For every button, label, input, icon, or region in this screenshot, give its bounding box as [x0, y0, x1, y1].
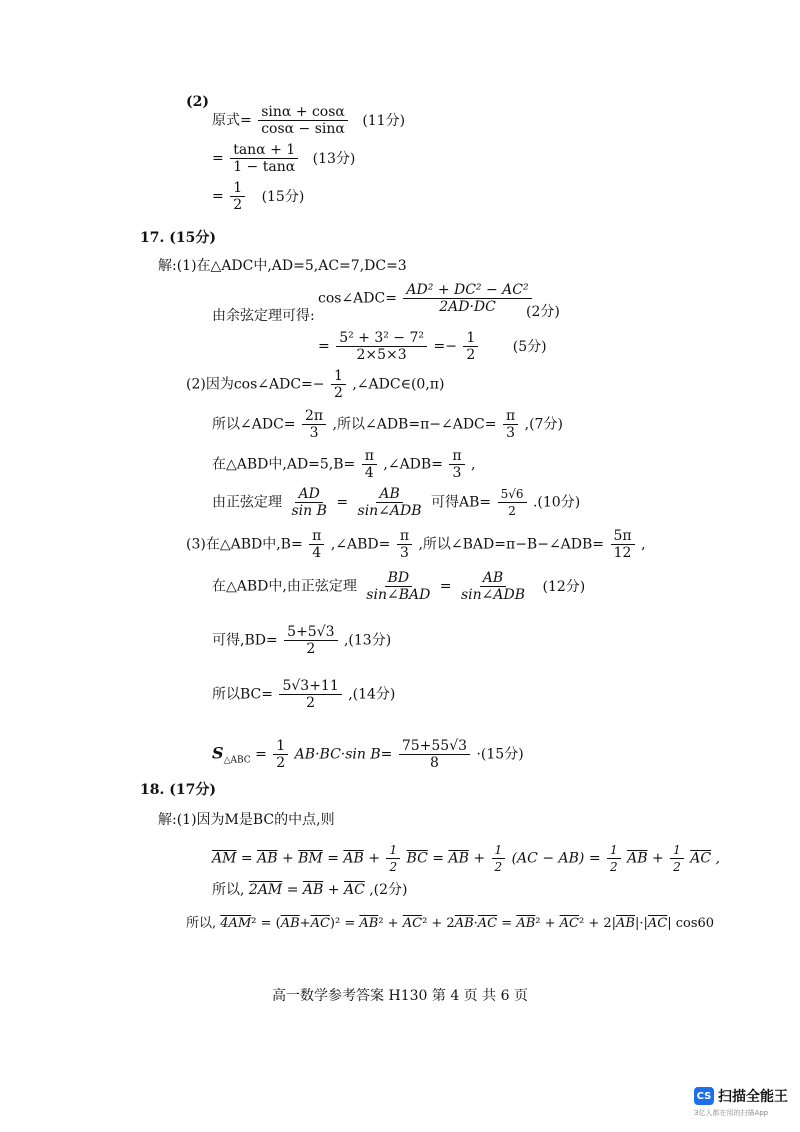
q17-p2-d-den3: 2 [508, 504, 516, 518]
q17-p3-c-den: 2 [306, 641, 316, 657]
q18-t-g: )² = [329, 916, 356, 931]
q17-score-10: .(10分) [532, 494, 581, 511]
q17-p3-e-den1: 2 [276, 755, 286, 771]
q18-v-half-4 [670, 842, 684, 875]
q17-cos-value: = $\frac{\text{5² + 3² − 7²}}{2\times 5\times 3}$ =− $\frac{1}{2}$ (5分) [318, 330, 547, 363]
q17-p3-e-num2: 75+55√3 [399, 738, 470, 755]
q18-t-b: 4AM [220, 916, 252, 931]
q17-p2-d3: 可得AB= [431, 494, 492, 511]
q17-half-frac [463, 330, 478, 363]
q18-t-a: 所以, [186, 916, 217, 931]
q18-vector-line [212, 842, 720, 875]
q17-p2-d-num3: 5√6 [498, 486, 527, 503]
q18-v-b: = [240, 850, 253, 867]
q17-p2-c2: ,∠ADB= [383, 456, 443, 473]
q17-p3-d-den: 2 [306, 695, 316, 711]
q18-v-i: $\overline{BC}$ [406, 850, 428, 867]
q17-p3-e2: = [255, 746, 267, 763]
q17-cos-num: AD² + DC² − AC² [403, 282, 531, 299]
prev-line-1-den: cosα − sinα [261, 121, 345, 137]
q17-p3-b2: = [439, 578, 452, 595]
q18-s-e: + [327, 882, 340, 898]
q17-p2-a-num: 1 [331, 368, 346, 385]
q17-p2-b-den1: 3 [309, 425, 319, 441]
q17-p3-e3: AB·BC·sin B= [294, 746, 393, 763]
q17-area-s: S [212, 743, 224, 763]
q18-v-d: + [281, 850, 294, 867]
q18-t-v: $\overline{AC}$ [647, 916, 668, 931]
q18-v-half4-den: 2 [673, 860, 681, 874]
scanner-watermark [694, 1086, 788, 1106]
q17-p3-c1: 可得,BD= [212, 632, 278, 649]
q17-cos-formula [318, 282, 534, 315]
q17-p2-b1: 所以∠ADC= [212, 416, 296, 433]
q17-part3-line-e [212, 738, 524, 771]
q17-score-13: ,(13分) [343, 632, 392, 649]
q18-t-o: = [501, 916, 513, 931]
q18-t-k: ² + 2 [422, 916, 455, 931]
q18-t-s: ² + 2| [579, 916, 617, 931]
q17-p2-c-num2: π [449, 448, 464, 465]
q17-p2-a-text: (2)因为cos∠ADC=− [186, 376, 325, 393]
q18-sum-line [212, 880, 408, 900]
q18-t-c: ² = ( [251, 916, 281, 931]
q18-s-c: = [286, 882, 299, 898]
q17-p3-a-num1: π [309, 528, 324, 545]
prev-line-1-prefix: 原式= [212, 112, 252, 129]
prev-line-1-num: sinα + cosα [258, 104, 348, 121]
q17-part2-line-d [212, 486, 580, 519]
q17-p2-c-num1: π [362, 448, 377, 465]
q17-p2-d-frac2 [355, 486, 425, 519]
q18-heading: 18. (17分) [140, 782, 216, 798]
q17-p3-a3: ,所以∠BAD=π−B−∠ADB= [418, 536, 605, 553]
q17-p2-a-frac [331, 368, 346, 401]
prev-line-2-den: 1 − tanα [233, 159, 296, 175]
q17-p3-e-frac1 [273, 738, 288, 771]
q17-p2-b-den2: 3 [506, 425, 516, 441]
q17-p3-b1: 在△ABD中,由正弦定理 [212, 578, 357, 595]
page-footer: 高一数学参考答案 H130 第 4 页 共 6 页 [272, 988, 528, 1004]
q17-cosine-rule-label: 由余弦定理可得: [212, 308, 315, 324]
q17-p3-d-frac [279, 678, 341, 711]
q17-p2-b-num1: 2π [302, 408, 326, 425]
q17-area-sub: △ABC [223, 755, 251, 766]
q17-score-7: ,(7分) [524, 416, 563, 433]
q17-p3-b-num1: BD [385, 570, 413, 587]
watermark-name: 扫描全能王 [718, 1089, 788, 1105]
q18-v-q: $\overline{AC}$ [690, 850, 712, 867]
q17-p2-a-den: 2 [333, 385, 343, 401]
q18-s-d: $\overline{AB}$ [302, 882, 324, 898]
prev-part-label: (2) [186, 94, 209, 110]
q18-v-l: + [473, 850, 486, 867]
q17-p2-d-frac3 [498, 486, 527, 519]
q17-p3-b-frac2 [458, 570, 528, 603]
q18-t-j: $\overline{AC}$ [402, 916, 423, 931]
q18-v-half-2 [492, 842, 506, 875]
q17-p2-c-den2: 3 [452, 465, 462, 481]
q17-p2-b-frac1 [302, 408, 326, 441]
q18-t-t: $\overline{AB}$ [616, 916, 635, 931]
prev-line-2: = $\frac{\tan\alpha + 1}{1 - \tan\alpha}$ (13分) [212, 142, 356, 175]
q18-s-b: 2AM [248, 882, 283, 898]
q17-p2-a-tail: ,∠ADC∈(0,π) [352, 376, 445, 393]
q17-part2-line-c [212, 448, 476, 481]
q17-cos-value-num: 5² + 3² − 7² [336, 330, 427, 347]
q18-t-e: + [299, 916, 311, 931]
q18-v-m: (AC − AB) [511, 850, 585, 867]
q17-p3-c-num: 5+5√3 [284, 624, 337, 641]
q17-p3-b-den1: sin∠BAD [366, 587, 431, 603]
q18-t-m: · [473, 916, 478, 931]
q18-v-half-den: 2 [389, 860, 398, 874]
q18-t-f: $\overline{AC}$ [310, 916, 330, 931]
q18-t-p: $\overline{AB}$ [516, 916, 536, 931]
q18-v-p: + [651, 850, 664, 867]
q18-v-half-3 [607, 842, 621, 875]
q17-p3-a2: ,∠ABD= [330, 536, 391, 553]
q18-t-q: ² + [535, 916, 556, 931]
prev-line-1-frac [258, 104, 348, 137]
q17-p3-c-frac [284, 624, 337, 657]
q17-part1-given: 解:(1)在△ADC中,AD=5,AC=7,DC=3 [158, 258, 407, 274]
q17-p3-a-frac1 [309, 528, 324, 561]
q18-score-2: ,(2分) [369, 882, 408, 898]
q17-p3-a4: , [641, 536, 646, 553]
q18-v-half4-num: 1 [670, 842, 684, 859]
prev-line-3-score: (15分) [261, 188, 305, 205]
q17-part3-line-b [212, 570, 585, 603]
q17-part3-line-c [212, 624, 391, 657]
q18-t-h: $\overline{AB}$ [359, 916, 379, 931]
q18-v-half-num: 1 [386, 842, 400, 859]
q17-part3-line-d [212, 678, 395, 711]
q17-score-2: (2分) [526, 304, 560, 320]
q18-v-j: = [432, 850, 444, 867]
prev-line-3-frac [230, 180, 245, 213]
q17-p2-c-frac2 [449, 448, 464, 481]
q17-p2-c3: , [471, 456, 476, 473]
q17-p3-a-num2: π [397, 528, 412, 545]
q18-v-r: , [715, 850, 720, 867]
q18-v-e: $\overline{BM}$ [298, 850, 323, 867]
q18-t-n: $\overline{AC}$ [477, 916, 498, 931]
q18-v-f: = [327, 850, 339, 867]
cs-logo-icon: CS [694, 1087, 714, 1105]
q18-v-half2-num: 1 [492, 842, 506, 859]
q17-part3-line-a [186, 528, 646, 561]
q17-p3-e-frac2 [399, 738, 470, 771]
q17-cos-value-frac [336, 330, 427, 363]
q17-p2-d1: 由正弦定理 [212, 494, 282, 511]
q17-p2-c-den1: 4 [364, 465, 374, 481]
q18-t-w: | cos60 [667, 916, 715, 931]
q18-t-d: $\overline{AB}$ [280, 916, 300, 931]
q18-t-l: $\overline{AB}$ [454, 916, 474, 931]
q17-p3-b-num2: AB [480, 570, 506, 587]
q17-half-den: 2 [466, 347, 476, 363]
q17-p2-d-den2: sin∠ADB [357, 503, 422, 519]
prev-line-3-den: 2 [233, 197, 243, 213]
prev-line-2-frac [230, 142, 298, 175]
q18-square-line [186, 914, 714, 934]
q17-p2-d-num1: AD [295, 486, 322, 503]
q17-score-15: ·(15分) [476, 746, 524, 763]
q18-v-half2-den: 2 [494, 860, 503, 874]
q18-v-a: $\overline{AM}$ [212, 850, 237, 867]
q17-p3-a1: (3)在△ABD中,B= [186, 536, 303, 553]
q17-p2-c1: 在△ABD中,AD=5,B= [212, 456, 356, 473]
q17-cos-den: 2AD·DC [439, 299, 496, 315]
q17-p2-c-frac1 [362, 448, 377, 481]
q18-s-a: 所以, [212, 882, 245, 898]
q17-half-num: 1 [463, 330, 478, 347]
q17-p2-d2: = [336, 494, 349, 511]
prev-line-1 [212, 104, 405, 137]
q17-part2-line-b [212, 408, 563, 441]
q18-v-h: + [368, 850, 380, 867]
q18-t-r: $\overline{AC}$ [559, 916, 580, 931]
q17-cos-value-eq: =− [433, 338, 457, 355]
prev-line-2-num: tanα + 1 [230, 142, 298, 159]
prev-line-1-score: (11分) [362, 112, 406, 129]
q18-v-half3-num: 1 [607, 842, 621, 859]
q18-v-half3-den: 2 [610, 860, 618, 874]
q17-p3-a-den1: 4 [312, 545, 322, 561]
q17-p3-d-num: 5√3+11 [279, 678, 341, 695]
q17-p3-a-frac3 [611, 528, 635, 561]
q17-p3-a-den2: 3 [399, 545, 409, 561]
q18-v-n: = [588, 850, 601, 867]
q17-p2-b-frac2 [503, 408, 518, 441]
q18-part1-intro: 解:(1)因为M是BC的中点,则 [158, 812, 335, 828]
q18-v-half [386, 842, 400, 875]
q17-p2-b-num2: π [503, 408, 518, 425]
q18-v-c: $\overline{AB}$ [257, 850, 278, 867]
q17-p3-a-den3: 12 [613, 545, 632, 561]
q17-p3-a-num3: 5π [611, 528, 635, 545]
q17-p3-a-frac2 [397, 528, 412, 561]
prev-line-3: = $\frac{1}{2}$ (15分) [212, 180, 305, 213]
q17-cos-frac [403, 282, 531, 315]
q17-p3-b-den2: sin∠ADB [460, 587, 526, 603]
q17-p3-d1: 所以BC= [212, 686, 273, 703]
q17-score-5: (5分) [512, 338, 547, 355]
q18-t-u: |·| [635, 916, 648, 931]
q17-score-14: ,(14分) [348, 686, 396, 703]
q17-p3-e-den2: 8 [429, 755, 439, 771]
q17-p2-d-num2: AB [376, 486, 402, 503]
q17-heading: 17. (15分) [140, 230, 216, 246]
q18-v-k: $\overline{AB}$ [448, 850, 469, 867]
q18-v-o: $\overline{AB}$ [627, 850, 648, 867]
q17-p2-d-frac1 [288, 486, 329, 519]
q18-v-g: $\overline{AB}$ [343, 850, 364, 867]
watermark-tagline: 3亿人都在用的扫描App [694, 1109, 769, 1117]
q17-p3-e-num1: 1 [273, 738, 288, 755]
q17-p3-b-frac1 [363, 570, 433, 603]
q17-cos-lhs: cos∠ADC= [318, 290, 397, 307]
q17-score-12: (12分) [542, 578, 586, 595]
q17-part2-line-a [186, 368, 444, 401]
prev-line-3-num: 1 [230, 180, 245, 197]
q18-t-i: ² + [378, 916, 399, 931]
q17-p2-d-den1: sin B [291, 503, 327, 519]
q18-s-f: $\overline{AC}$ [343, 882, 365, 898]
q17-cos-value-den: 2×5×3 [356, 347, 407, 363]
prev-line-2-score: (13分) [312, 150, 356, 167]
q17-p2-b2: ,所以∠ADB=π−∠ADC= [332, 416, 497, 433]
